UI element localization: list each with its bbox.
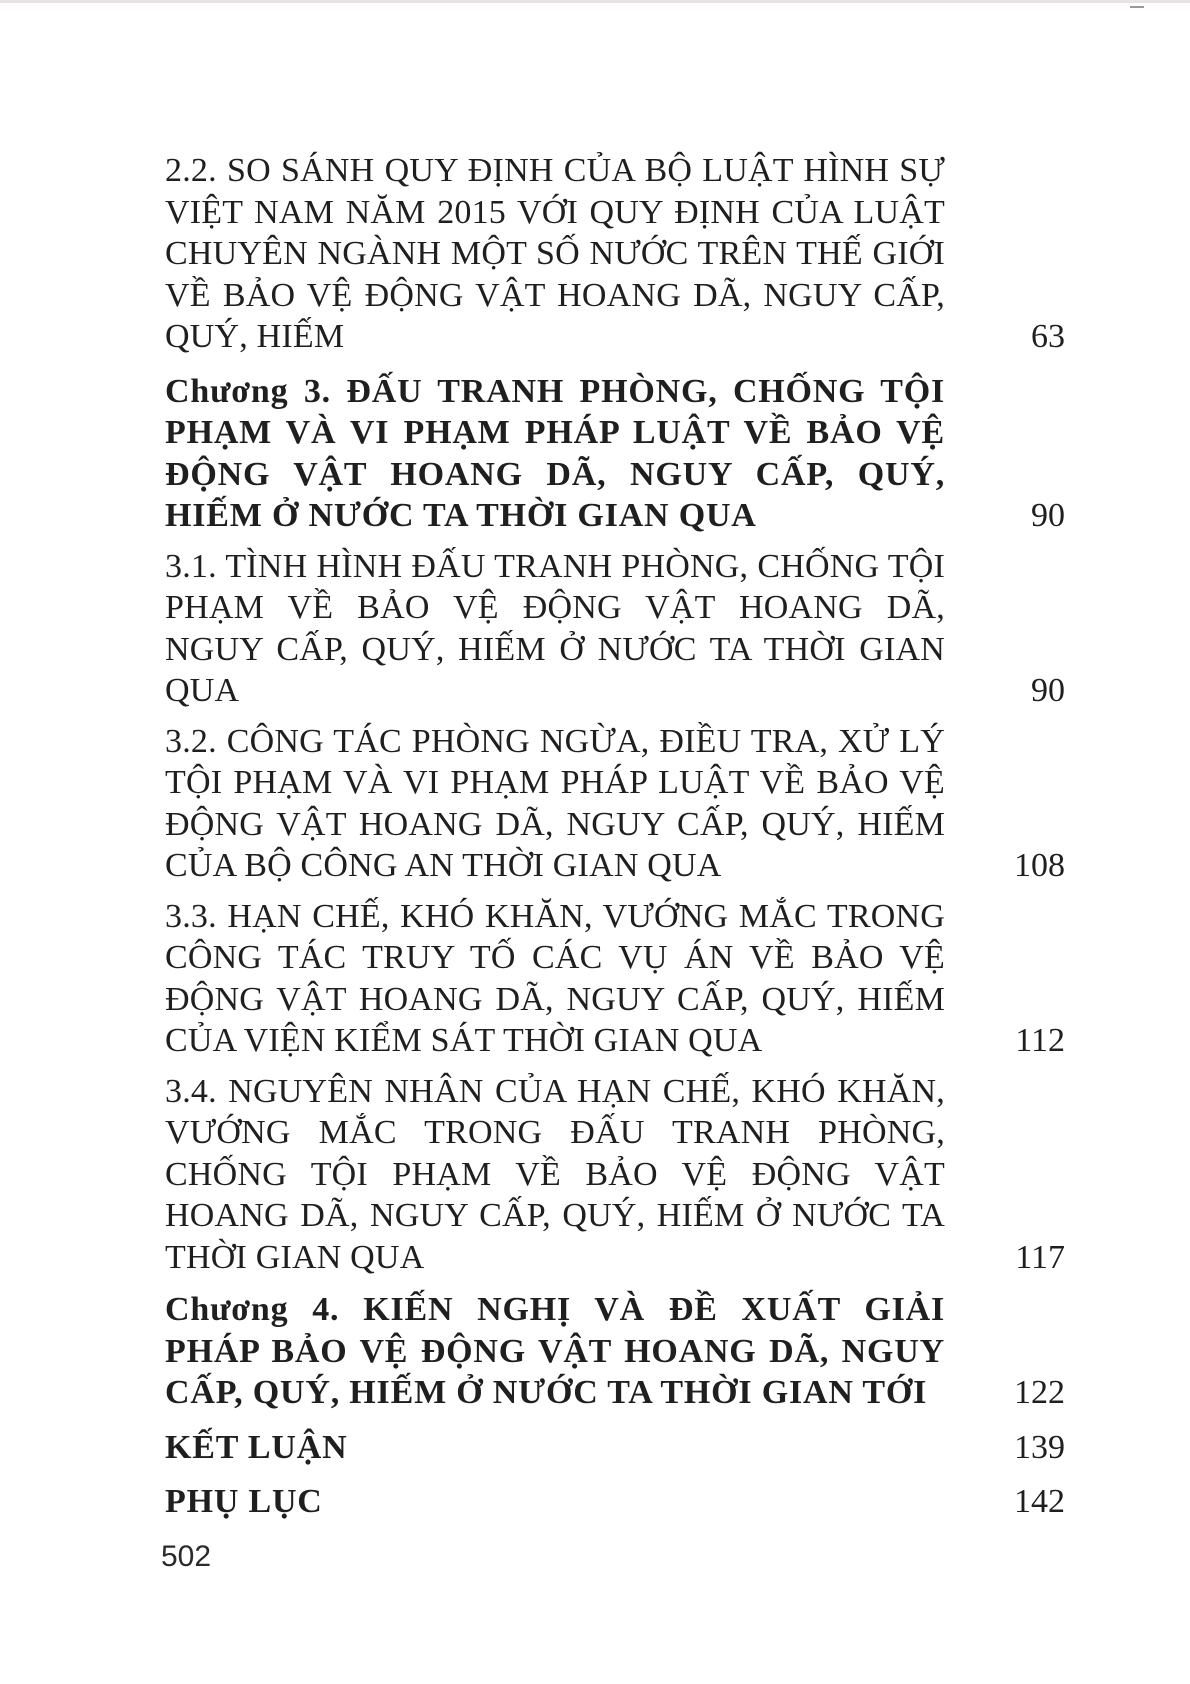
toc-entry-chapter-4 xyxy=(165,1289,1065,1414)
page-top-edge xyxy=(0,0,1190,3)
table-of-contents xyxy=(165,150,1065,1523)
toc-entry-3-4 xyxy=(165,1071,1065,1279)
toc-entry-2-2 xyxy=(165,150,1065,358)
toc-entry-page-number: 90 xyxy=(1031,497,1065,534)
page-number: 502 xyxy=(161,1540,212,1573)
toc-entry-page-number: 142 xyxy=(1014,1483,1065,1520)
toc-entry-title: PHỤ LỤC xyxy=(165,1483,323,1520)
toc-entry-page-number: 117 xyxy=(1015,1238,1065,1276)
toc-entry-3-2 xyxy=(165,721,1065,887)
toc-entry-page-number: 108 xyxy=(1014,847,1065,884)
toc-entry-conclusion xyxy=(165,1427,1065,1469)
toc-entry-page-number: 112 xyxy=(1015,1022,1065,1059)
page-edge-mark xyxy=(1130,6,1144,8)
toc-entry-title: Chương 3. ĐẤU TRANH PHÒNG, CHỐNG TỘI PHẠM VÀ VI PHẠM PHÁP LUẬT VỀ BẢO VỆ ĐỘNG VẬT HOANG DÃ, NGUY CẤP, QUÝ, HIẾM Ở NƯỚC TA THỜI GIAN QUA xyxy=(165,372,945,534)
toc-entry-title: 3.1. TÌNH HÌNH ĐẤU TRANH PHÒNG, CHỐNG TỘI PHẠM VỀ BẢO VỆ ĐỘNG VẬT HOANG DÃ, NGUY CẤP, QUÝ, HIẾM Ở NƯỚC TA THỜI GIAN QUA xyxy=(165,547,945,709)
toc-entry-3-1 xyxy=(165,546,1065,712)
toc-entry-page-number: 122 xyxy=(1014,1374,1065,1411)
toc-entry-page-number: 139 xyxy=(1014,1428,1065,1466)
toc-entry-appendix xyxy=(165,1481,1065,1523)
toc-entry-3-3 xyxy=(165,896,1065,1062)
toc-entry-title: Chương 4. KIẾN NGHỊ VÀ ĐỀ XUẤT GIẢI PHÁP BẢO VỆ ĐỘNG VẬT HOANG DÃ, NGUY CẤP, QUÝ, HIẾM Ở NƯỚC TA THỜI GIAN TỚI xyxy=(165,1291,945,1411)
toc-entry-title: KẾT LUẬN xyxy=(165,1428,348,1466)
toc-entry-page-number: 90 xyxy=(1031,672,1065,709)
toc-entry-title: 2.2. SO SÁNH QUY ĐỊNH CỦA BỘ LUẬT HÌNH SỰ VIỆT NAM NĂM 2015 VỚI QUY ĐỊNH CỦA LUẬT CHUYÊN NGÀNH MỘT SỐ NƯỚC TRÊN THẾ GIỚI VỀ BẢO VỆ ĐỘNG VẬT HOANG DÃ, NGUY CẤP, QUÝ, HIẾM xyxy=(165,152,945,355)
toc-entry-title: 3.3. HẠN CHẾ, KHÓ KHĂN, VƯỚNG MẮC TRONG CÔNG TÁC TRUY TỐ CÁC VỤ ÁN VỀ BẢO VỆ ĐỘNG VẬT HOANG DÃ, NGUY CẤP, QUÝ, HIẾM CỦA VIỆN KIỂM SÁT THỜI GIAN QUA xyxy=(165,897,945,1059)
toc-entry-title: 3.4. NGUYÊN NHÂN CỦA HẠN CHẾ, KHÓ KHĂN, VƯỚNG MẮC TRONG ĐẤU TRANH PHÒNG, CHỐNG TỘI PHẠM VỀ BẢO VỆ ĐỘNG VẬT HOANG DÃ, NGUY CẤP, QUÝ, HIẾM Ở NƯỚC TA THỜI GIAN QUA xyxy=(165,1072,945,1276)
toc-entry-page-number: 63 xyxy=(1031,318,1065,355)
toc-entry-chapter-3 xyxy=(165,371,1065,537)
toc-entry-title: 3.2. CÔNG TÁC PHÒNG NGỪA, ĐIỀU TRA, XỬ LÝ TỘI PHẠM VÀ VI PHẠM PHÁP LUẬT VỀ BẢO VỆ ĐỘNG VẬT HOANG DÃ, NGUY CẤP, QUÝ, HIẾM CỦA BỘ CÔNG AN THỜI GIAN QUA xyxy=(165,722,945,884)
